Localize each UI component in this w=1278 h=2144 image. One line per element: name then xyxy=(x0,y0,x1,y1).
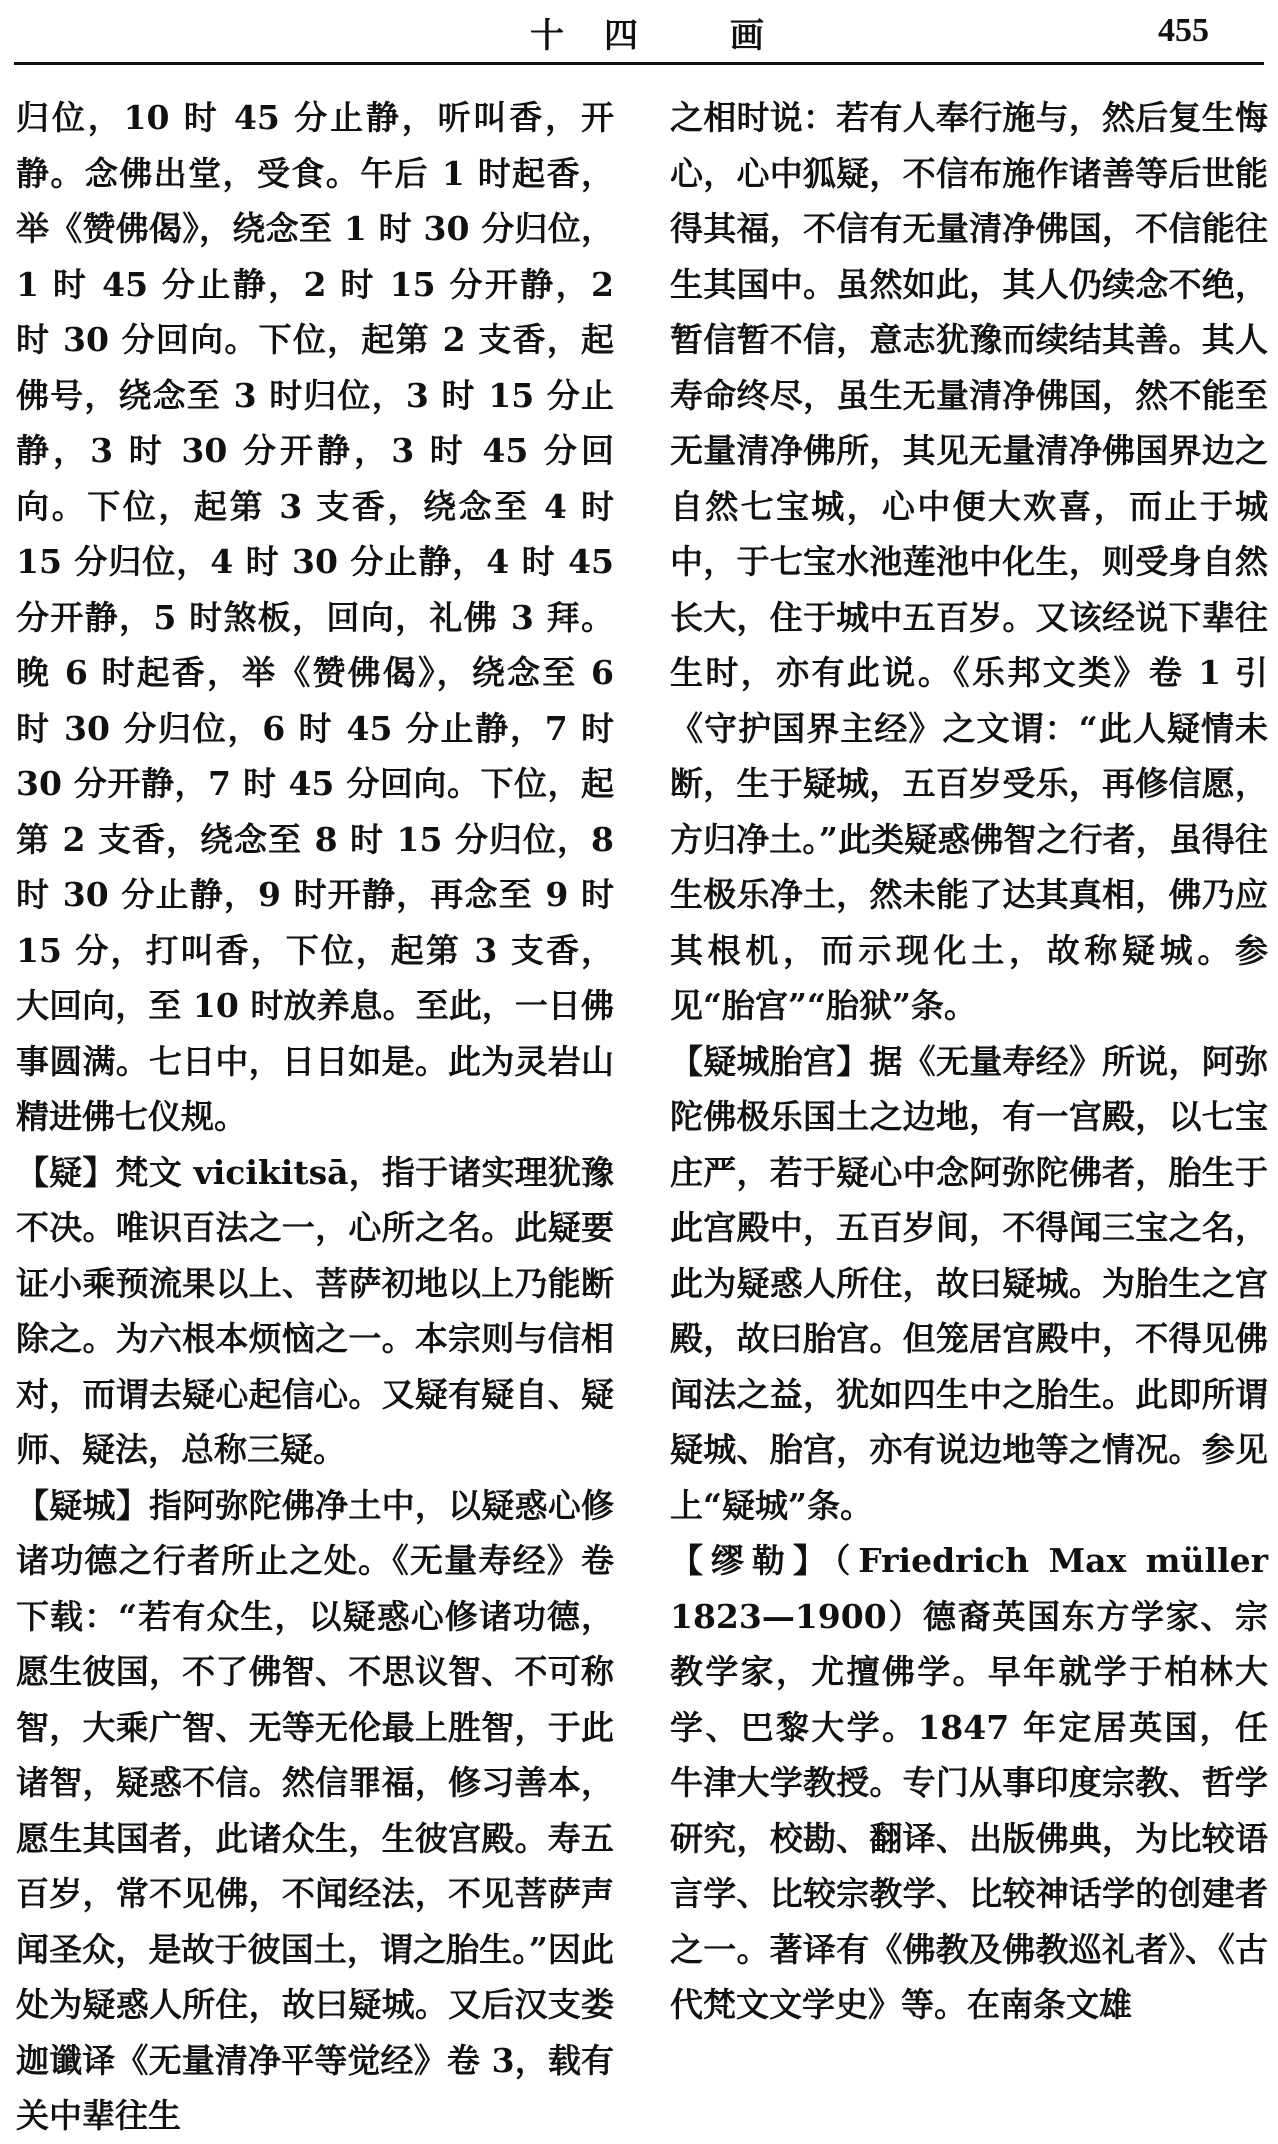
entry-yicheng: 【疑城】指阿弥陀佛净土中，以疑惑心修诸功德之行者所止之处。《无量寿经》卷下载：“若有众生，以疑惑心修诸功德，愿生彼国，不了佛智、不思议智、不可称智，大乘广智、无等无伦最上胜智，于此诸智，疑惑不信。然信罪福，修习善本，愿生其国者，此诸众生，生彼宫殿。寿五百岁，常不见佛，不闻经法，不见菩萨声闻圣众，是故于彼国土，谓之胎生。”因此处为疑惑人所住，故曰疑城。又后汉支娄迦谶译《无量清净平等觉经》卷 3，载有关中辈往生 xyxy=(16,1485,614,2135)
right-column xyxy=(670,90,1268,2033)
entry-muller: 【缪勒】（Friedrich Max müller 1823—1900）德裔英国东方学家、宗教学家，尤擅佛学。早年就学于柏林大学、巴黎大学。1847 年定居英国，任牛津大学教授。专门从事印度宗教、哲学研究，校勘、翻译、出版佛典，为比较语言学、比较宗教学、比较神话学的创建者之一。著译有《佛教及佛教巡礼者》、《古代梵文文学史》等。在南条文雄 xyxy=(670,1541,1268,2024)
header-rule xyxy=(14,62,1264,65)
page-header xyxy=(0,0,1278,66)
entry-yi: 【疑】梵文 vicikitsā，指于诸实理犹豫不决。唯识百法之一，心所之名。此疑要证小乘预流果以上、菩萨初地以上乃能断除之。为六根本烦恼之一。本宗则与信相对，而谓去疑心起信心。又疑有疑自、疑师、疑法，总称三疑。 xyxy=(16,1152,614,1469)
entry-yicheng-taigong: 【疑城胎宫】据《无量寿经》所说，阿弥陀佛极乐国土之边地，有一宫殿，以七宝庄严，若于疑心中念阿弥陀佛者，胎生于此宫殿中，五百岁间，不得闻三宝之名，此为疑惑人所住，故曰疑城。为胎生之宫殿，故曰胎宫。但笼居宫殿中，不得见佛闻法之益，犹如四生中之胎生。此即所谓疑城、胎宫，亦有说边地等之情况。参见上“疑城”条。 xyxy=(670,1041,1268,1525)
running-title: 十四 画 xyxy=(530,16,804,56)
paragraph-continued-ritual: 归位，10 时 45 分止静，听叫香，开静。念佛出堂，受食。午后 1 时起香，举《赞佛偈》，绕念至 1 时 30 分归位，1 时 45 分止静，2 时 15 分开静，2 时 30 分回向。下位，起第 2 支香，起佛号，绕念至 3 时归位，3 时 15 分止静，3 时 30 分开静，3 时 45 分回向。下位，起第 3 支香，绕念至 4 时 15 分归位，4 时 30 分止静，4 时 45 分开静，5 时煞板，回向，礼佛 3 拜。晚 6 时起香，举《赞佛偈》，绕念至 6 时 30 分归位，6 时 45 分止静，7 时 30 分开静，7 时 45 分回向。下位，起第 2 支香，绕念至 8 时 15 分归位，8 时 30 分止静，9 时开静，再念至 9 时 15 分，打叫香，下位，起第 3 支香，大回向，至 10 时放养息。至此，一日佛事圆满。七日中，日日如是。此为灵岩山精进佛七仪规。 xyxy=(16,98,614,1136)
page-number: 455 xyxy=(1158,12,1209,49)
paragraph-continued-yicheng: 之相时说：若有人奉行施与，然后复生悔心，心中狐疑，不信布施作诸善等后世能得其福，不信有无量清净佛国，不信能往生其国中。虽然如此，其人仍续念不绝，暂信暂不信，意志犹豫而续结其善。其人寿命终尽，虽生无量清净佛国，然不能至无量清净佛所，其见无量清净佛国界边之自然七宝城，心中便大欢喜，而止于城中，于七宝水池莲池中化生，则受身自然长大，住于城中五百岁。又该经说下辈往生时，亦有此说。《乐邦文类》卷 1 引《守护国界主经》之文谓：“此人疑情未断，生于疑城，五百岁受乐，再修信愿，方归净土。”此类疑惑佛智之行者，虽得往生极乐净土，然未能了达其真相，佛乃应其根机，而示现化土，故称疑城。参见“胎宫”“胎狱”条。 xyxy=(670,98,1268,1025)
left-column xyxy=(16,90,614,2144)
